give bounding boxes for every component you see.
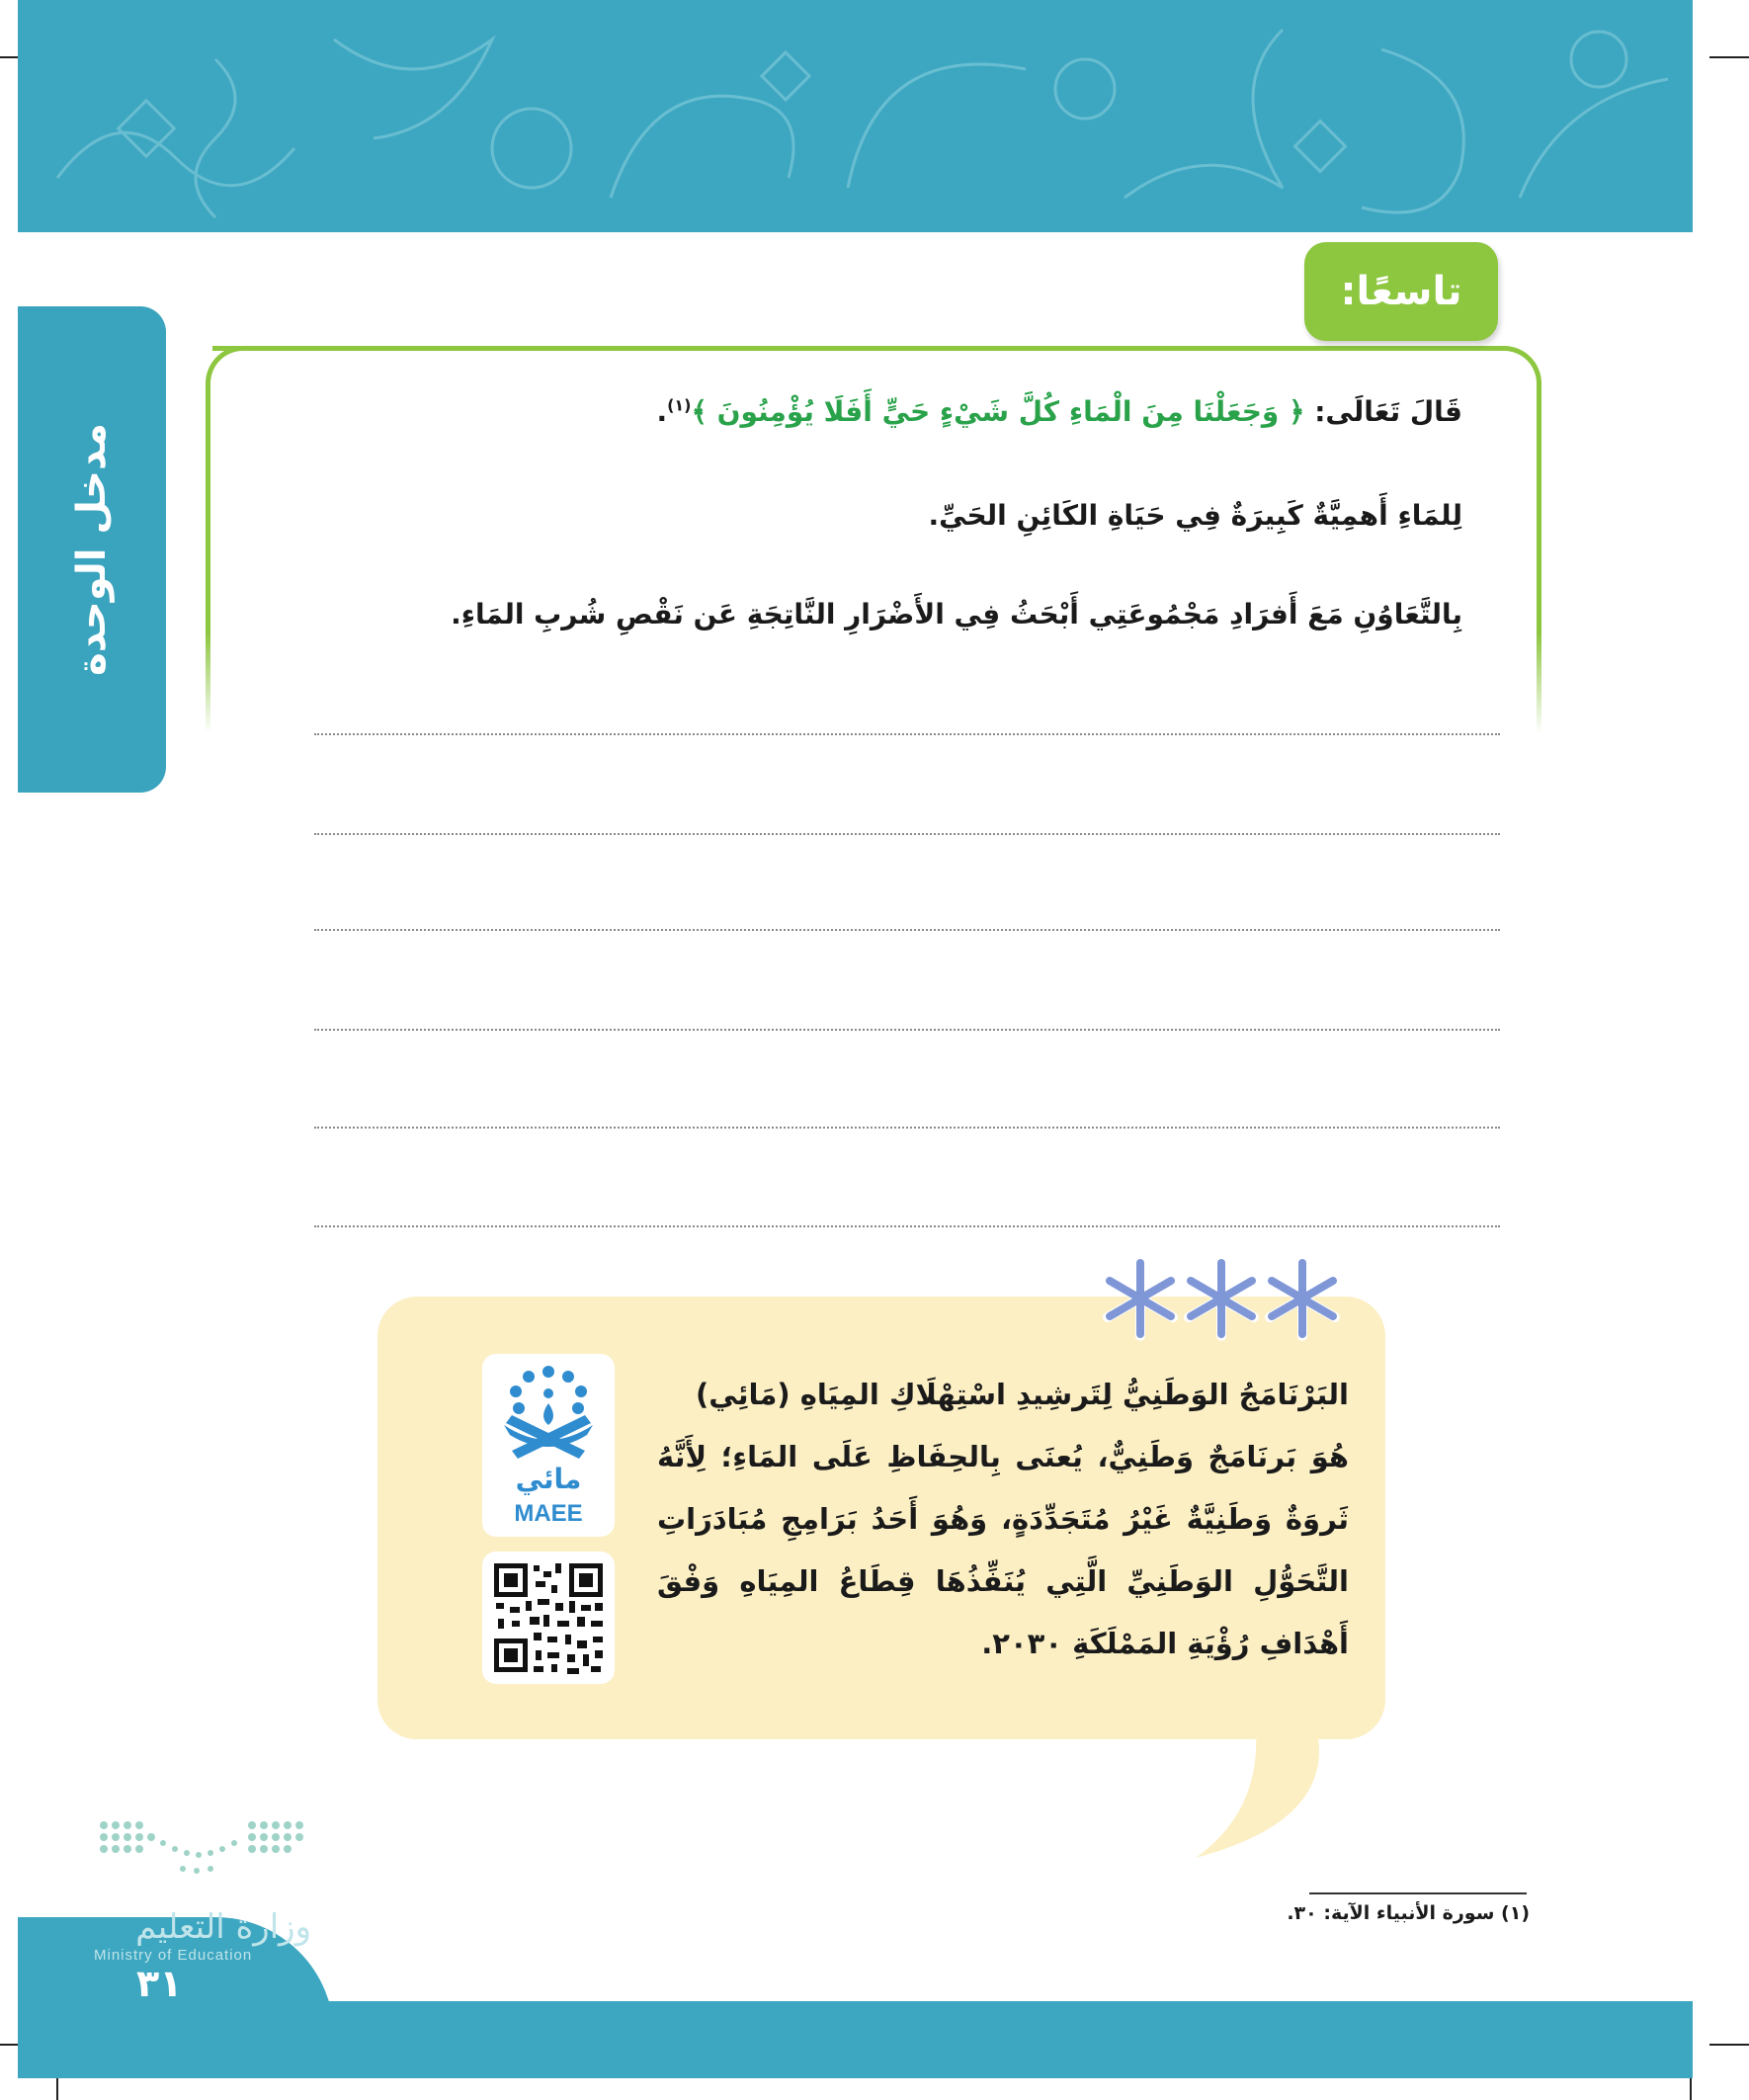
task-text: بِالتَّعَاوُنِ مَعَ أَفرَادِ مَجْمُوعَتِي أَبْحَثُ فِي الأَضْرَارِ النَّاتِجَةِ عَن نَقْصِ شُربِ المَاءِ. xyxy=(451,598,1462,630)
ministry-name-arabic: وزارة التعليم xyxy=(135,1907,311,1947)
top-banner xyxy=(18,0,1693,232)
asterisk-stars-icon xyxy=(1099,1247,1346,1356)
verse-end: . xyxy=(656,395,668,428)
crop-mark xyxy=(1709,56,1749,58)
answer-line[interactable] xyxy=(314,1225,1500,1227)
answer-line[interactable] xyxy=(314,1127,1500,1129)
answer-line[interactable] xyxy=(314,733,1500,735)
ministry-name-english: Ministry of Education xyxy=(94,1947,253,1964)
maee-logo xyxy=(482,1354,615,1537)
info-body: هُوَ بَرنَامَجٌ وَطَنِيٌّ، يُعنَى بِالحِفَاظِ عَلَى المَاءِ؛ لِأَنَّهُ ثَروَةٌ وَطَنِيَّةٌ غَيْرُ مُتَجَدِّدَةٍ، وَهُوَ أَحَدُ بَرَامِجِ مُبَادَرَاتِ التَّحَوُّلِ الوَطَنِيِّ الَّتِي يُنَفِّذُهَا قِطَاعُ المِيَاهِ وَفْقَ أَهْدَافِ رُؤْيَةِ المَمْلَكَةِ ٢٠٣٠. xyxy=(657,1440,1349,1660)
answer-line[interactable] xyxy=(314,833,1500,835)
statement-text: لِلمَاءِ أَهمِيَّةٌ كَبِيرَةٌ فِي حَيَاةِ الكَائِنِ الحَيِّ. xyxy=(928,499,1462,532)
calligraphy-pattern xyxy=(18,0,1693,232)
bubble-tail xyxy=(1196,1720,1354,1868)
footnote: (١) سورة الأنبياء الآية: ٣٠. xyxy=(1287,1902,1530,1924)
quran-verse: ﴿ وَجَعَلْنَا مِنَ الْمَاءِ كُلَّ شَيْءٍ حَيٍّ أَفَلَا يُؤْمِنُونَ ﴾ xyxy=(691,395,1305,428)
water-drops-icon xyxy=(482,1354,615,1463)
bottom-band xyxy=(18,2001,1693,2078)
footnote-rule xyxy=(1309,1892,1527,1894)
footnote-ref: (١) xyxy=(667,395,692,415)
logo-english-name: MAEE xyxy=(514,1500,583,1527)
info-title: البَرْنَامَجُ الوَطَنِيُّ لِتَرشِيدِ اسْتِهْلَاكِ المِيَاهِ (مَائِي) xyxy=(696,1378,1349,1411)
section-badge: تاسعًا: xyxy=(1304,242,1498,341)
verse-intro: قَالَ تَعَالَى: xyxy=(1314,395,1462,428)
unit-side-tab xyxy=(18,306,166,793)
crop-mark xyxy=(1709,2044,1749,2046)
qr-code[interactable] xyxy=(482,1552,615,1684)
answer-line[interactable] xyxy=(314,929,1500,931)
verse-line xyxy=(656,395,1462,428)
info-text xyxy=(657,1364,1349,1675)
qr-code-icon xyxy=(482,1552,615,1684)
page-number: ٣١ xyxy=(136,1962,183,2005)
answer-line[interactable] xyxy=(314,1029,1500,1031)
logo-arabic-name: مائي xyxy=(515,1463,582,1495)
side-tab-label: مدخل الوحدة xyxy=(69,423,115,676)
ministry-logo-dots-icon xyxy=(94,1813,311,1902)
